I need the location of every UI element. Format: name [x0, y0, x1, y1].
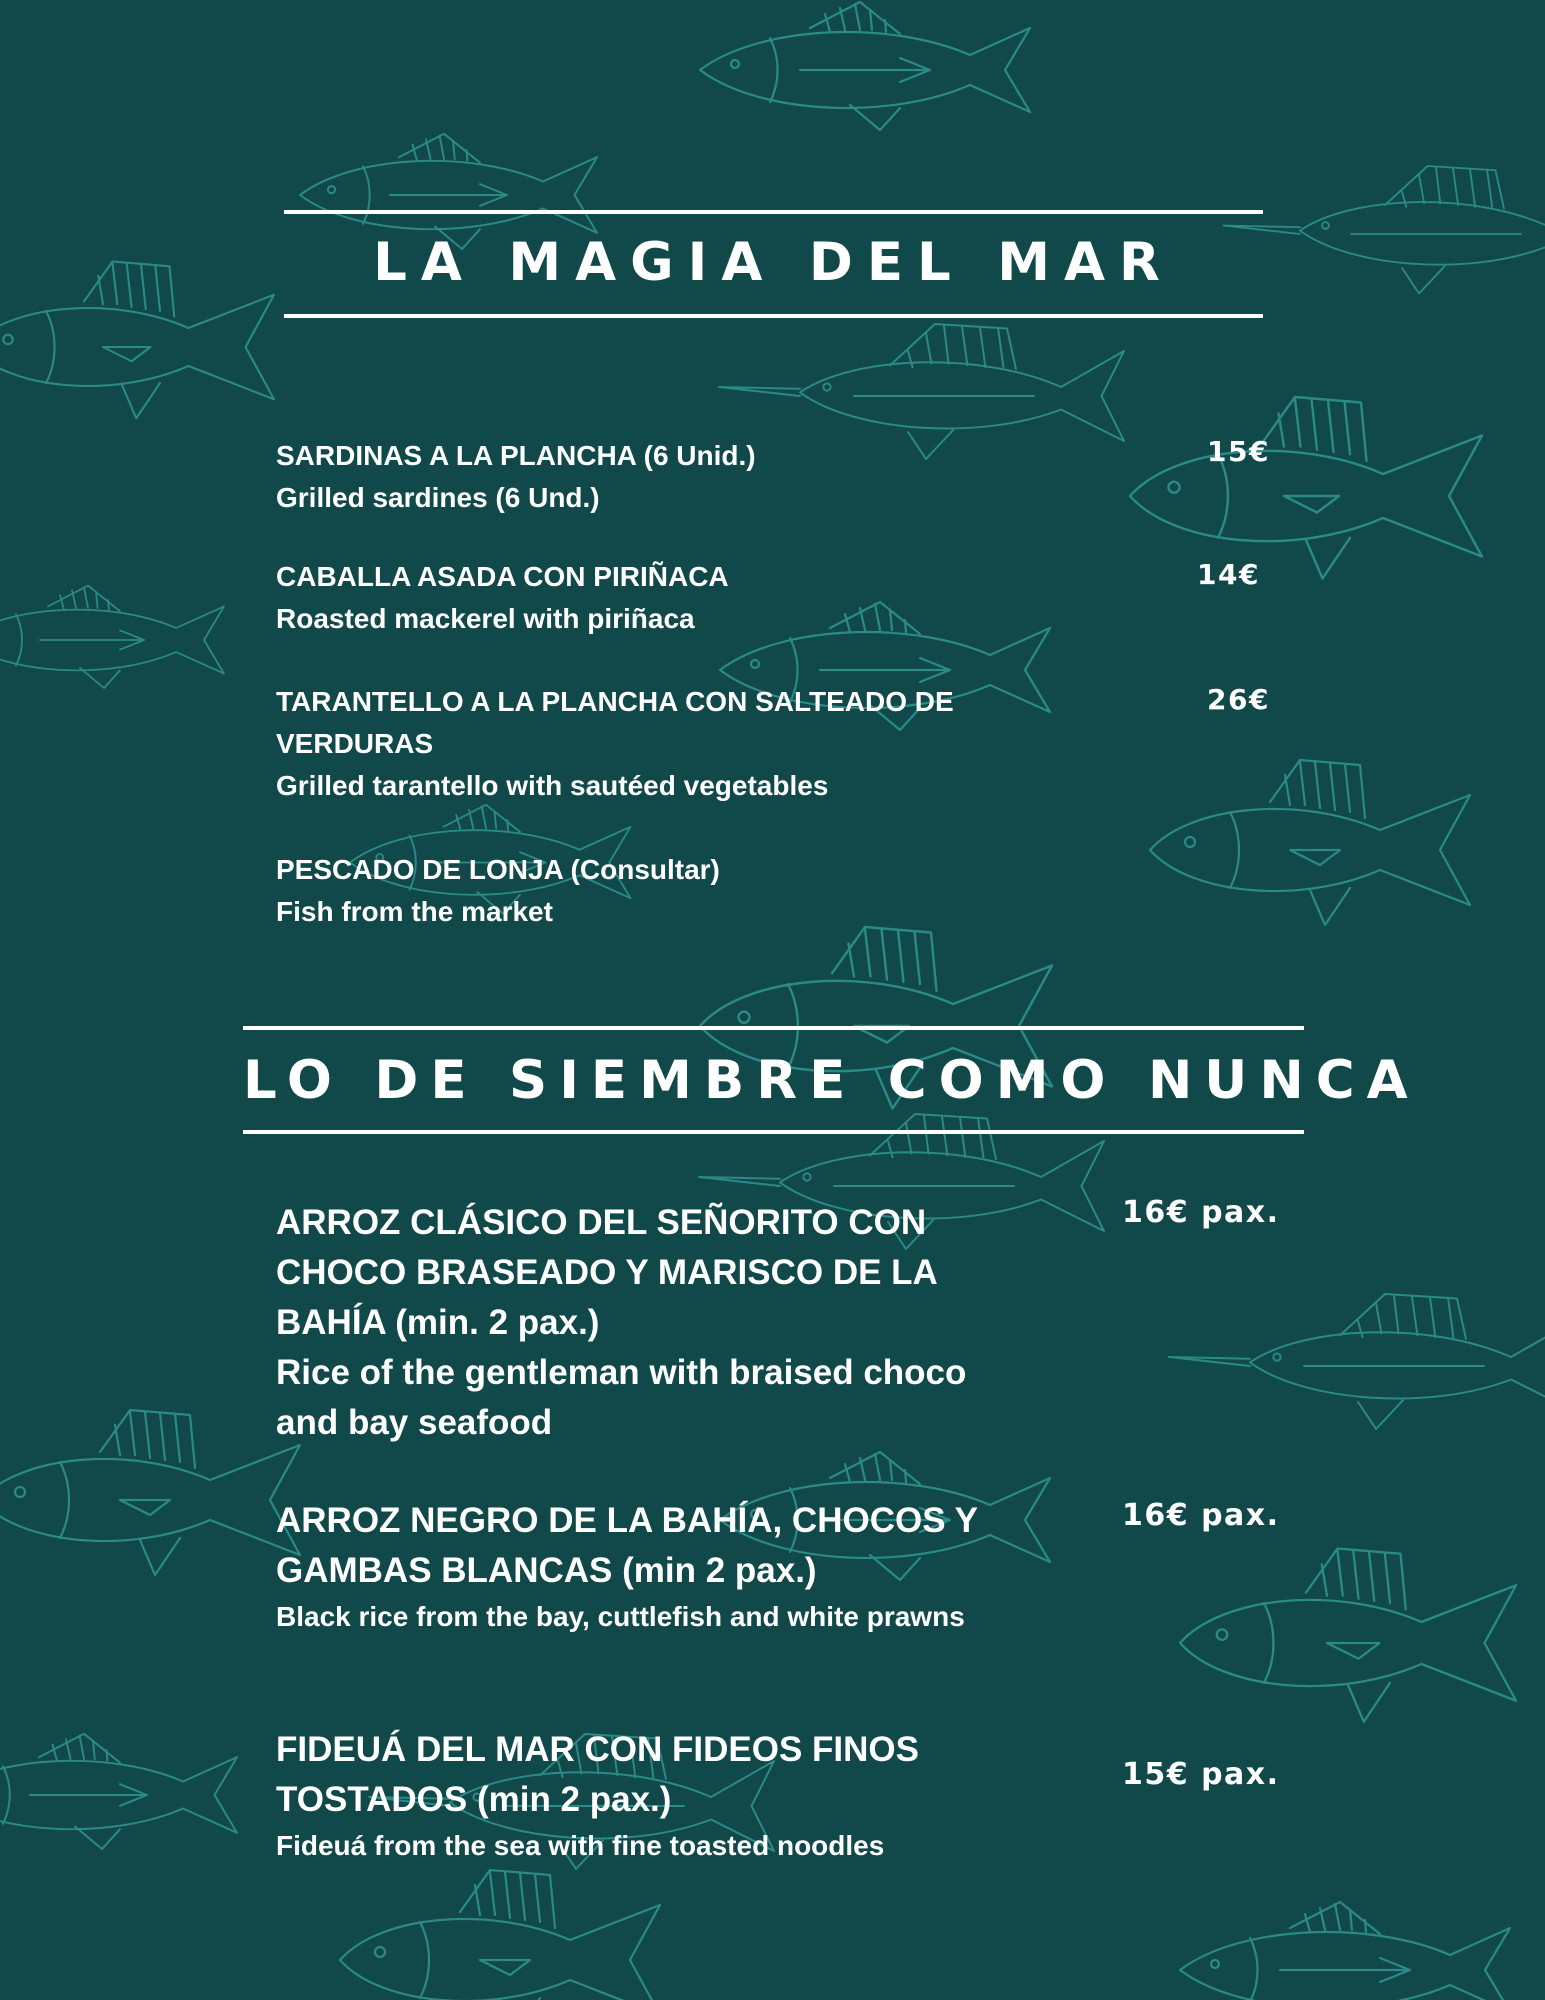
item-description: Grilled sardines (6 Und.) [276, 482, 600, 513]
item-price: 15€ [1207, 435, 1270, 468]
item-price: 15€ pax. [1122, 1757, 1280, 1792]
item-price: 16€ pax. [1122, 1195, 1280, 1230]
section-2-bottom-rule [243, 1130, 1304, 1134]
item-name: TARANTELLO A LA PLANCHA CON SALTEADO DE VERDURAS [276, 686, 954, 759]
item-description: Grilled tarantello with sautéed vegetables [276, 770, 829, 801]
menu-item [276, 1496, 1016, 1638]
menu-item [276, 849, 996, 933]
item-price: 14€ [1197, 558, 1260, 591]
menu-item [276, 556, 896, 640]
menu-item [276, 1725, 1016, 1867]
item-name: SARDINAS A LA PLANCHA (6 Unid.) [276, 440, 756, 471]
item-name: ARROZ CLÁSICO DEL SEÑORITO CON CHOCO BRASEADO Y MARISCO DE LA BAHÍA (min. 2 pax.) [276, 1203, 937, 1342]
item-name: CABALLA ASADA CON PIRIÑACA [276, 561, 729, 592]
section-2-title: LO DE SIEMBRE COMO NUNCA [243, 1050, 1420, 1111]
menu-item [276, 1198, 1016, 1448]
menu-item [276, 435, 896, 519]
item-price: 26€ [1207, 683, 1270, 716]
item-name: ARROZ NEGRO DE LA BAHÍA, CHOCOS Y GAMBAS BLANCAS (min 2 pax.) [276, 1501, 978, 1590]
item-name: FIDEUÁ DEL MAR CON FIDEOS FINOS TOSTADOS (min 2 pax.) [276, 1730, 919, 1819]
item-description: Rice of the gentleman with braised choco and bay seafood [276, 1353, 967, 1442]
section-1-top-rule [284, 210, 1263, 214]
item-description: Roasted mackerel with piriñaca [276, 603, 695, 634]
item-description: Fish from the market [276, 896, 553, 927]
item-name: PESCADO DE LONJA (Consultar) [276, 854, 720, 885]
item-description: Fideuá from the sea with fine toasted noodles [276, 1830, 885, 1861]
item-price: 16€ pax. [1122, 1498, 1280, 1533]
section-2-top-rule [243, 1026, 1304, 1030]
item-description: Black rice from the bay, cuttlefish and white prawns [276, 1601, 965, 1632]
menu-item [276, 681, 996, 807]
section-1-bottom-rule [284, 314, 1263, 318]
section-1-title: LA MAGIA DEL MAR [373, 232, 1174, 293]
